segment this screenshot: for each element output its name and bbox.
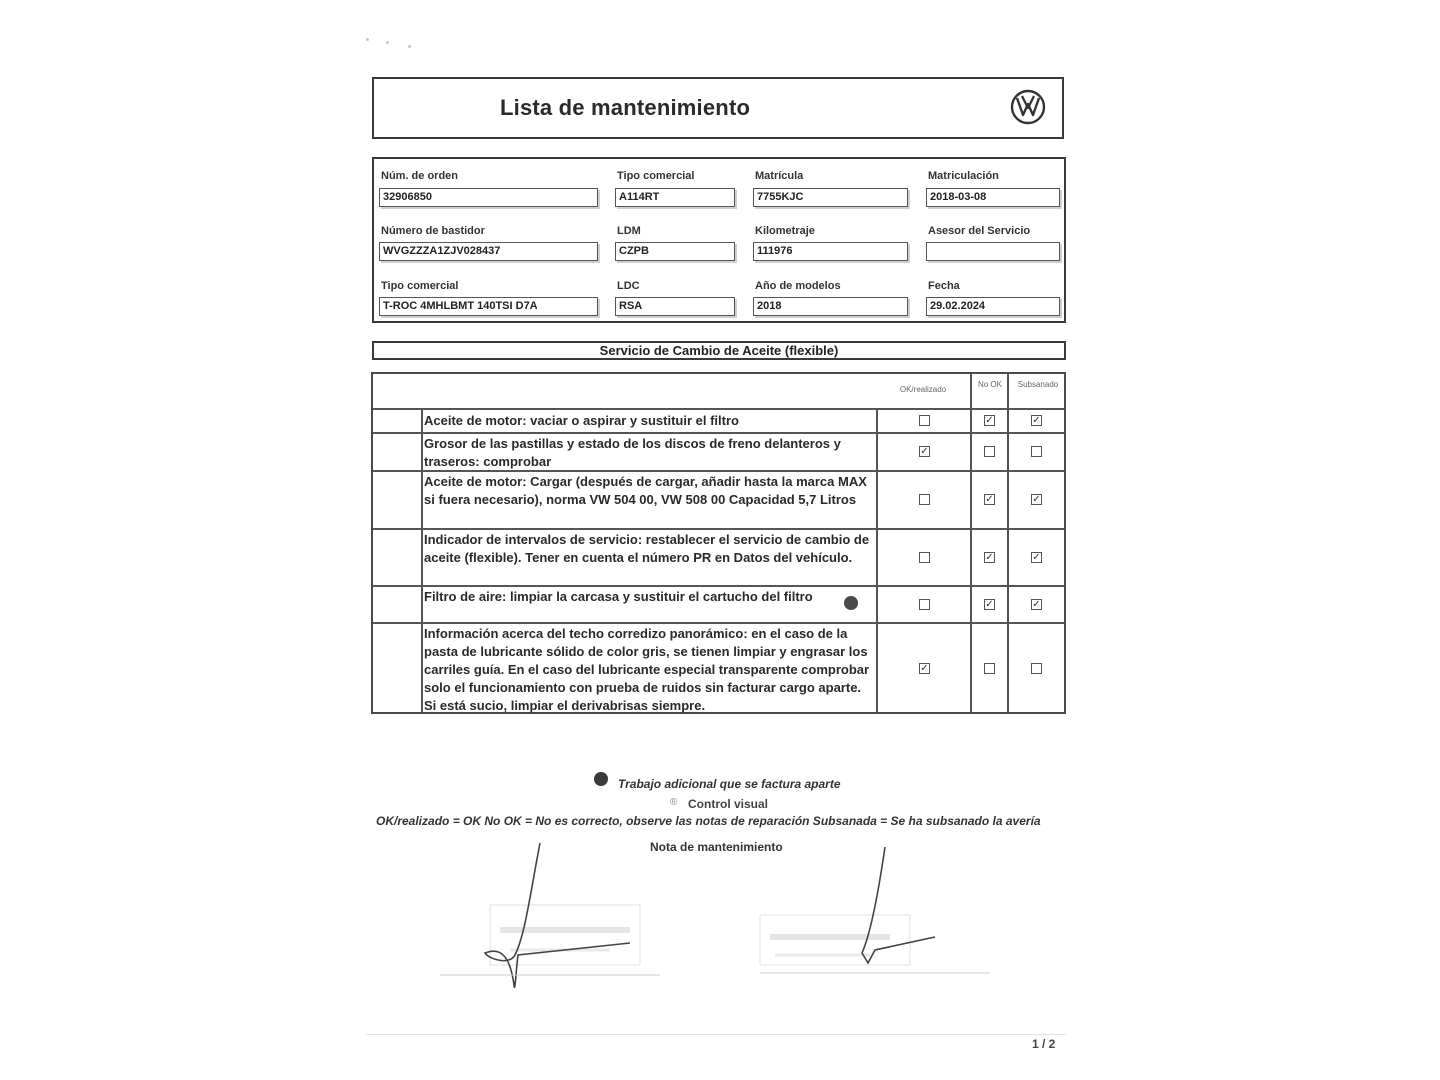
visual-control-icon: ® bbox=[670, 797, 678, 808]
checkbox-fixed[interactable]: ✓ bbox=[1032, 494, 1041, 505]
registration-field: 2018-03-08 bbox=[926, 188, 1060, 207]
task-description: Filtro de aire: limpiar la carcasa y sustituir el cartucho del filtro bbox=[424, 589, 813, 604]
signature-left bbox=[485, 843, 630, 987]
commercial-type-label: Tipo comercial bbox=[381, 280, 459, 292]
checkbox-fixed[interactable]: ✓ bbox=[1032, 598, 1041, 610]
task-description: Información acerca del techo corredizo panorámico: en el caso de la pasta de lubricante sólido de color gris, se tienen limpiar y engrasar los carriles guía. En el caso del lubricante especial transparente comprobar solo el funcionamiento con prueba de ruidos sin facturar cargo aparte. Si está sucio, limpiar el derivabrisas siempre. bbox=[424, 626, 870, 713]
checkbox-not-ok[interactable]: ✓ bbox=[985, 598, 994, 610]
order-number-field: 32906850 bbox=[379, 188, 598, 207]
signature-right bbox=[862, 847, 935, 963]
task-description: Aceite de motor: Cargar (después de cargar, añadir hasta la marca MAX si fuera necesario), norma VW 504 00, VW 508 00 Capacidad 5,7 Litros bbox=[424, 474, 867, 507]
checkbox-not-ok[interactable] bbox=[984, 446, 995, 457]
page-number: 1 / 2 bbox=[1032, 1037, 1056, 1051]
table-row bbox=[373, 470, 1064, 530]
advisor-label: Asesor del Servicio bbox=[928, 225, 1031, 237]
signatures bbox=[430, 835, 1030, 995]
commercial-type-code-field: A114RT bbox=[615, 188, 735, 207]
extra-charge-dot-icon bbox=[594, 772, 608, 786]
plate-label: Matrícula bbox=[755, 170, 804, 182]
advisor-field bbox=[926, 242, 1060, 261]
order-number-label: Núm. de orden bbox=[381, 170, 459, 182]
ldc-field: RSA bbox=[615, 297, 735, 316]
legend-extra-charge: Trabajo adicional que se factura aparte bbox=[618, 777, 841, 791]
legend-explanation: OK/realizado = OK No OK = No es correcto, observe las notas de reparación Subsanada = Se ha subsanado la avería bbox=[376, 814, 1041, 828]
table-row bbox=[373, 622, 1064, 715]
table-row bbox=[373, 408, 1064, 434]
vw-logo-icon bbox=[1010, 89, 1046, 125]
checkbox-not-ok[interactable] bbox=[984, 663, 995, 674]
checkbox-not-ok[interactable]: ✓ bbox=[985, 415, 994, 426]
checkbox-ok[interactable] bbox=[919, 599, 930, 610]
ldm-field: CZPB bbox=[615, 242, 735, 261]
legend-visual-control: Control visual bbox=[688, 797, 769, 811]
checkbox-ok[interactable]: ✓ bbox=[920, 446, 929, 457]
ldm-label: LDM bbox=[617, 225, 641, 237]
checkbox-ok[interactable]: ✓ bbox=[920, 662, 929, 674]
commercial-type-code-label: Tipo comercial bbox=[617, 170, 695, 182]
document-header bbox=[372, 77, 1064, 139]
date-field: 29.02.2024 bbox=[926, 297, 1060, 316]
checkbox-not-ok[interactable]: ✓ bbox=[985, 494, 994, 505]
checklist-table bbox=[371, 372, 1066, 714]
vin-label: Número de bastidor bbox=[381, 225, 485, 237]
model-year-field: 2018 bbox=[753, 297, 908, 316]
maintenance-note-label: Nota de mantenimiento bbox=[650, 840, 783, 854]
table-row bbox=[373, 432, 1064, 472]
section-title: Servicio de Cambio de Aceite (flexible) bbox=[372, 341, 1066, 360]
vehicle-info bbox=[372, 157, 1066, 323]
column-ok-header: OK/realizado bbox=[899, 385, 947, 394]
vin-field: WVGZZZA1ZJV028437 bbox=[379, 242, 598, 261]
table-row bbox=[373, 585, 1064, 624]
extra-charge-dot-icon bbox=[844, 596, 858, 610]
stamp-left bbox=[490, 905, 640, 965]
checkbox-ok[interactable] bbox=[919, 494, 930, 505]
date-label: Fecha bbox=[928, 280, 960, 292]
task-description: Aceite de motor: vaciar o aspirar y sustituir el filtro bbox=[424, 413, 739, 428]
mileage-label: Kilometraje bbox=[755, 225, 815, 237]
column-not-ok-header: No OK bbox=[977, 380, 1002, 389]
task-description: Grosor de las pastillas y estado de los discos de freno delanteros y traseros: comprobar bbox=[424, 436, 841, 469]
task-description: Indicador de intervalos de servicio: restablecer el servicio de cambio de aceite (flexible). Tener en cuenta el número PR en Datos del vehículo. bbox=[424, 532, 870, 565]
checkbox-not-ok[interactable]: ✓ bbox=[985, 551, 994, 563]
page-title: Lista de mantenimiento bbox=[500, 95, 751, 120]
table-row bbox=[373, 528, 1064, 587]
checkbox-ok[interactable] bbox=[919, 552, 930, 563]
checkbox-fixed[interactable] bbox=[1031, 446, 1042, 457]
registration-label: Matriculación bbox=[928, 170, 999, 182]
column-fixed-header: Subsanado bbox=[1017, 380, 1059, 389]
model-year-label: Año de modelos bbox=[755, 280, 841, 292]
stamp-right bbox=[760, 915, 910, 965]
checkbox-fixed[interactable]: ✓ bbox=[1032, 551, 1041, 563]
footer-divider bbox=[366, 1034, 1066, 1035]
ldc-label: LDC bbox=[617, 280, 640, 292]
plate-field: 7755KJC bbox=[753, 188, 908, 207]
commercial-type-field: T-ROC 4MHLBMT 140TSI D7A bbox=[379, 297, 598, 316]
checkbox-fixed[interactable]: ✓ bbox=[1032, 415, 1041, 426]
mileage-field: 111976 bbox=[753, 242, 908, 261]
scan-mark bbox=[366, 36, 412, 50]
checkbox-ok[interactable] bbox=[919, 415, 930, 426]
checkbox-fixed[interactable] bbox=[1031, 663, 1042, 674]
